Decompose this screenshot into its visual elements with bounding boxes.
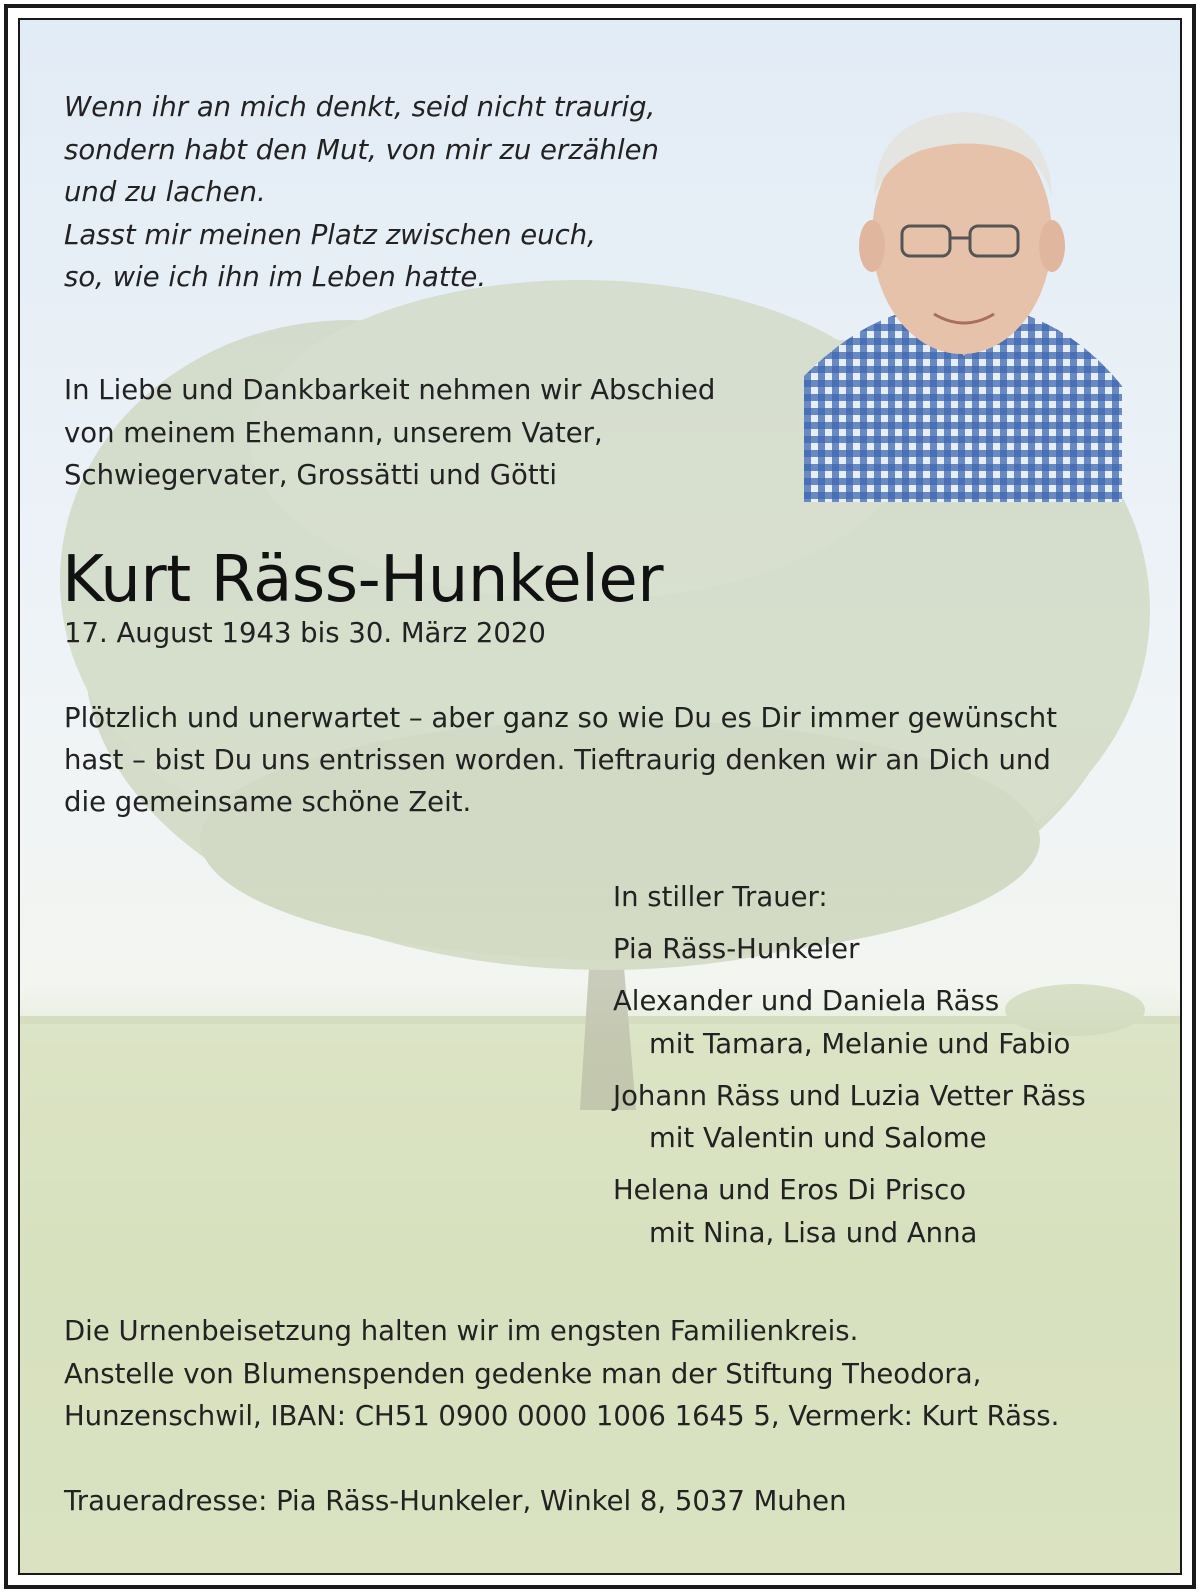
mourner-group [613,980,1086,1065]
mourner-name: Alexander und Daniela Räss [613,985,1000,1017]
mourner-name: Helena und Eros Di Prisco [613,1174,967,1206]
mourners-list [613,876,1086,1264]
mourner-children: mit Tamara, Melanie und Fabio [649,1027,1071,1060]
deceased-name: Kurt Räss-Hunkeler [62,543,664,617]
farewell-intro [64,369,715,497]
poem-line: so, wie ich ihn im Leben hatte. [64,261,487,293]
mourner-group [613,1075,1086,1160]
mourning-address: Traueradresse: Pia Räss-Hunkeler, Winkel 8, 5037 Muhen [64,1485,847,1517]
memorial-message [64,697,1057,823]
intro-line: von meinem Ehemann, unserem Vater, [64,416,603,449]
poem [64,86,659,299]
poem-line: Lasst mir meinen Platz zwischen euch, [64,218,596,251]
poem-line: und zu lachen. [64,176,266,208]
mourner-group [613,1169,1086,1254]
mourner-name: Pia Räss-Hunkeler [613,933,860,965]
footer-line: Hunzenschwil, IBAN: CH51 0900 0000 1006 1645 5, Vermerk: Kurt Räss. [64,1400,1060,1432]
mourner-children: mit Nina, Lisa und Anna [649,1216,978,1249]
intro-line: Schwiegervater, Grossätti und Götti [64,459,558,491]
footer-line: Die Urnenbeisetzung halten wir im engsten Familienkreis. [64,1315,859,1347]
mourners-heading: In stiller Trauer: [613,881,828,913]
mourner-children: mit Valentin und Salome [649,1122,987,1154]
funeral-info [64,1310,1059,1438]
portrait-photo [804,86,1122,502]
life-dates: 17. August 1943 bis 30. März 2020 [64,617,546,649]
message-line: hast – bist Du uns entrissen worden. Tieftraurig denken wir an Dich und [64,744,1051,776]
poem-line: Wenn ihr an mich denkt, seid nicht traurig, [64,91,656,123]
message-line: Plötzlich und unerwartet – aber ganz so wie Du es Dir immer gewünscht [64,702,1057,734]
intro-line: In Liebe und Dankbarkeit nehmen wir Abschied [64,374,716,406]
mourner-group [613,928,1086,971]
mourner-name: Johann Räss und Luzia Vetter Räss [613,1079,1086,1112]
message-line: die gemeinsame schöne Zeit. [64,786,472,818]
footer-line: Anstelle von Blumenspenden gedenke man der Stiftung Theodora, [64,1357,982,1390]
poem-line: sondern habt den Mut, von mir zu erzählen [64,133,659,166]
obituary-notice [18,18,1182,1575]
